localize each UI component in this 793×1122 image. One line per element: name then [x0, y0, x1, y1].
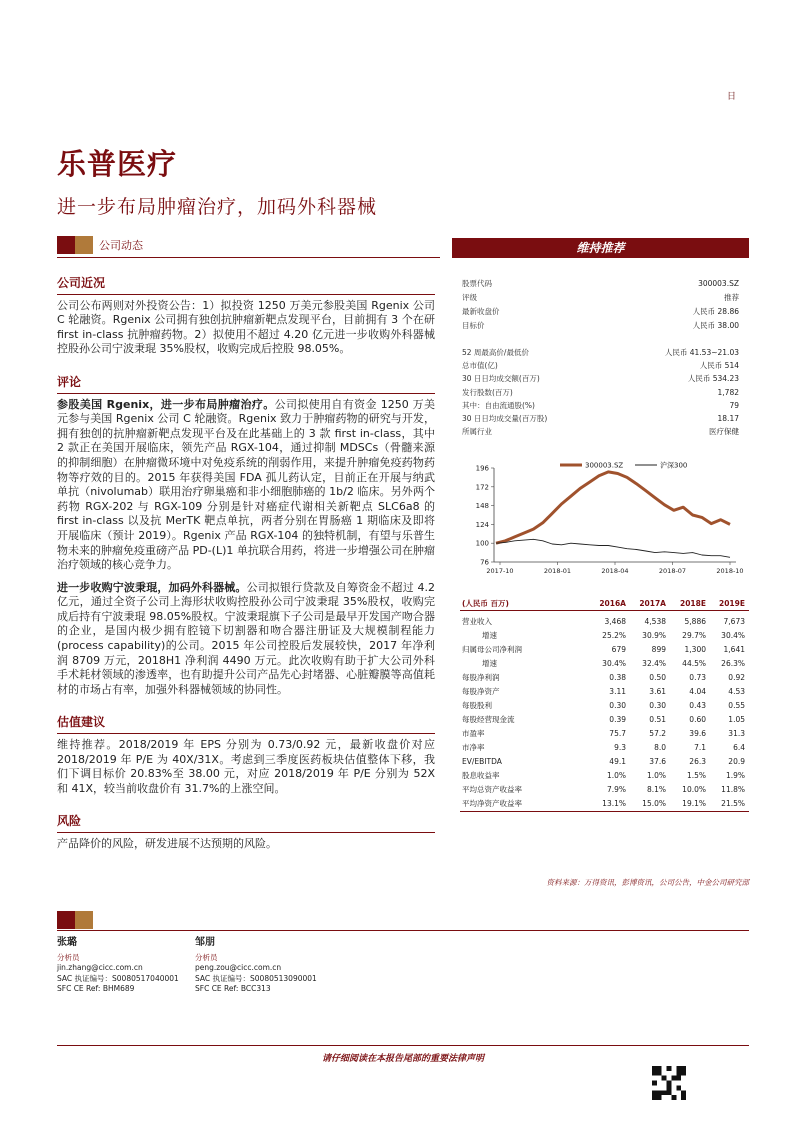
table-row [460, 699, 749, 713]
overview-text: 公司公布两则对外投资公告：1）拟投资 1250 万美元参股美国 Rgenix 公司 C 轮融资。Rgenix 公司拥有独创抗肿瘤新靶点发现平台，目前拥有 3 个在研 first in-class 抗肿瘤药物。2）拟使用不超过 4.20 亿元进一步收购外科器械控股孙公司宁波秉琨 35%股权，收购完成后控股 98.05%。 [57, 298, 435, 356]
cell-value: 30.4% [602, 659, 626, 668]
cell-value: 26.3 [689, 757, 706, 766]
cell-value: 3.61 [649, 687, 666, 696]
comment-lead-1: 参股美国 Rgenix，进一步布局肿瘤治疗。 [57, 397, 275, 411]
x-tick-label: 2018-07 [658, 567, 687, 575]
cell-value: 21.5% [721, 799, 745, 808]
cell-value: 20.9 [728, 757, 745, 766]
comment-title: 评论 [57, 374, 82, 389]
comment-paragraph-1 [57, 398, 435, 573]
table-row [460, 643, 749, 657]
table-row [460, 797, 749, 811]
risk-text: 产品降价的风险，研发进展不达预期的风险。 [57, 837, 277, 850]
rating-banner: 维持推荐 [452, 238, 749, 258]
analyst-sfc: SFC CE Ref: BHM689 [57, 984, 135, 993]
disclaimer: 请仔细阅读在本报告尾部的重要法律声明 [321, 1054, 484, 1064]
cell-value: 6.4 [733, 743, 745, 752]
y-tick-label: 124 [475, 520, 489, 529]
cell-value: 4.53 [728, 687, 745, 696]
table-row [460, 713, 749, 727]
info-row: 股票代码 300003.SZ [462, 279, 739, 288]
legend-label: 300003.SZ [585, 461, 624, 470]
cell-value: 29.7% [682, 631, 706, 640]
cell-value: 0.55 [728, 701, 745, 710]
info-row: 总市值(亿) 人民币 514 [462, 361, 739, 370]
divider [57, 1045, 749, 1046]
cell-value: 39.6 [689, 729, 706, 738]
y-tick-label: 148 [475, 502, 489, 511]
cell-value: 1,300 [684, 645, 706, 654]
y-tick-label: 100 [475, 539, 489, 548]
cell-value: 1.05 [728, 715, 745, 724]
series-line-0 [496, 472, 730, 543]
divider [57, 832, 435, 833]
valuation-text: 维持推荐。2018/2019 年 EPS 分别为 0.73/0.92 元，最新收盘价对应 2018/2019 年 P/E 为 40X/31X。考虑到三季度医药板块估值整体下移，我们下调目标价 20.83%至 38.00 元，对应 2018/2019 年 P/E 分别为 52X 和 41X，较当前收盘价有 31.7%的上涨空间。 [57, 738, 435, 795]
cell-value: 75.7 [609, 729, 626, 738]
cell-value: 9.3 [614, 743, 626, 752]
row-label: EV/EBITDA [462, 757, 502, 766]
row-label: 每股净资产 [462, 687, 500, 696]
divider [57, 930, 749, 931]
cell-value: 26.3% [721, 659, 745, 668]
table-row [460, 769, 749, 783]
cell-value: 30.9% [642, 631, 666, 640]
cell-value: 31.3 [728, 729, 745, 738]
report-subtitle: 进一步布局肿瘤治疗，加码外科器械 [57, 196, 378, 218]
cell-value: 0.38 [609, 673, 626, 682]
analyst-name: 邹朋 [195, 937, 215, 948]
analyst-name: 张璐 [57, 937, 77, 948]
cell-value: 7,673 [723, 617, 745, 626]
y-tick-label: 76 [480, 558, 489, 567]
cell-value: 19.1% [682, 799, 706, 808]
analyst-email[interactable]: peng.zou@cicc.com.cn [195, 963, 282, 972]
table-row [460, 727, 749, 741]
divider [57, 294, 435, 295]
cell-value: 7.1 [694, 743, 706, 752]
divider [57, 733, 435, 734]
cell-value: 57.2 [649, 729, 666, 738]
price-chart [460, 458, 749, 578]
cell-value: 0.92 [728, 673, 745, 682]
valuation-title: 估值建议 [57, 715, 106, 730]
cell-value: 679 [611, 645, 626, 654]
cell-value: 8.1% [646, 785, 666, 794]
info-row: 最新收盘价 人民币 28.86 [462, 307, 739, 316]
table-row [460, 741, 749, 755]
cell-value: 0.30 [649, 701, 666, 710]
header-label: (人民币 百万) [462, 599, 509, 608]
analyst-email[interactable]: jin.zhang@cicc.com.cn [57, 963, 143, 972]
analyst-sac: SAC 执证编号：S0080513090001 [195, 973, 317, 983]
comment-lead-2: 进一步收购宁波秉琨，加码外科器械。 [57, 580, 247, 594]
row-label: 平均净资产收益率 [462, 799, 522, 808]
table-row [460, 685, 749, 699]
cell-value: 15.0% [642, 799, 666, 808]
comment-paragraph-2 [57, 581, 435, 698]
x-tick-label: 2018-01 [543, 567, 572, 575]
analyst-marker [57, 911, 93, 929]
info-row: 其中：自由流通股(%) 79 [462, 401, 739, 410]
cell-value: 1.0% [646, 771, 666, 780]
cell-value: 0.73 [689, 673, 706, 682]
main-column [57, 276, 435, 860]
cell-value: 4,538 [644, 617, 666, 626]
financial-summary-table [460, 597, 749, 812]
cell-value: 3,468 [604, 617, 626, 626]
row-label: 每股股利 [462, 701, 492, 710]
cell-value: 0.30 [609, 701, 626, 710]
row-label: 增速 [482, 631, 497, 640]
table-row [460, 671, 749, 685]
analyst-card [195, 938, 317, 995]
row-label: 平均总资产收益率 [462, 785, 522, 794]
overview-title: 公司近况 [57, 276, 106, 290]
cell-value: 1,641 [723, 645, 745, 654]
cell-value: 0.51 [649, 715, 666, 724]
comment-text-1: 公司拟使用自有资金 1250 万美元参与美国 Rgenix 公司 C 轮融资。Rgenix 致力于肿瘤药物的研究与开发，拥有独创的抗肿瘤新靶点发现平台及在此基础上的 3 款 first in-class，其中 2 款正在美国开展临床，领先产品 RGX-104，通过抑制 MDSCs（骨髓来源的抑制细胞）在肿瘤微环境中对免疫系统的削弱作用，来提升肿瘤免疫药物药物等疗效的目的。2015 年获得美国 FDA 孤儿药认定，目前正在开展与纳武单抗（nivolumab）联用治疗卵巢癌和非小细胞肺癌的 1b/2 临床。另外两个药物 RGX-202 与 RGX-109 分别是针对癌症代谢相关新靶点 SLC6a8 的 first in-class 以及抗 MerTK 靶点单抗，两者分别在胃肠癌 1 期临床及即将开展临床（预计 2019）。Rgenix 产品 RGX-104 的独特机制，有望与乐普生物未来的肿瘤免疫重磅产品 PD-(L)1 单抗联合用药，将进一步增强公司在肿瘤治疗领域的核心竞争力。 [57, 397, 435, 572]
cell-value: 8.0 [654, 743, 666, 752]
source-note: 资料来源：万得资讯，彭博资讯，公司公告，中金公司研究部 [546, 878, 749, 887]
tag-square-gold [75, 236, 93, 254]
header-mark: 日 [727, 92, 737, 102]
cell-value: 1.9% [725, 771, 745, 780]
info-row: 发行股数(百万) 1,782 [462, 388, 739, 397]
header-year: 2019E [719, 599, 745, 608]
cell-value: 11.8% [721, 785, 745, 794]
x-tick-label: 2018-04 [601, 567, 629, 575]
table-row [460, 783, 749, 797]
x-tick-label: 2018-10 [716, 567, 744, 575]
cell-value: 13.1% [602, 799, 626, 808]
series-line-1 [496, 539, 730, 557]
divider [57, 257, 440, 258]
header-year: 2017A [639, 599, 666, 608]
analyst-role: 分析员 [57, 952, 80, 962]
table-header [460, 597, 749, 611]
table-row [460, 755, 749, 769]
cell-value: 7.9% [606, 785, 626, 794]
info-row: 52 周最高价/最低价 人民币 41.53~21.03 [462, 348, 739, 357]
cell-value: 32.4% [642, 659, 666, 668]
report-type-label: 公司动态 [99, 239, 143, 252]
cell-value: 44.5% [682, 659, 706, 668]
header-year: 2018E [680, 599, 706, 608]
table-row [460, 615, 749, 629]
y-tick-label: 196 [475, 464, 489, 473]
divider [460, 811, 749, 812]
row-label: 每股净利润 [462, 673, 500, 682]
info-row: 评级 推荐 [462, 293, 739, 302]
cell-value: 3.11 [609, 687, 626, 696]
cell-value: 0.43 [689, 701, 706, 710]
table-row [460, 657, 749, 671]
info-row: 30 日日均成交额(百万) 人民币 534.23 [462, 374, 739, 383]
info-row: 30 日日均成交量(百万股) 18.17 [462, 414, 739, 423]
cell-value: 0.39 [609, 715, 626, 724]
cell-value: 0.50 [649, 673, 666, 682]
cell-value: 5,886 [684, 617, 706, 626]
row-label: 股息收益率 [462, 771, 500, 780]
info-row: 所属行业 医疗保健 [462, 427, 739, 436]
legend-label: 沪深300 [660, 461, 688, 470]
tag-square-dark [57, 236, 75, 254]
table-row [460, 629, 749, 643]
cell-value: 25.2% [602, 631, 626, 640]
cell-value: 899 [651, 645, 666, 654]
risk-title: 风险 [57, 814, 82, 829]
cell-value: 1.5% [686, 771, 706, 780]
cell-value: 1.0% [606, 771, 626, 780]
row-label: 每股经营现金流 [462, 715, 515, 724]
cell-value: 4.04 [689, 687, 706, 696]
analyst-sac: SAC 执证编号：S0080517040001 [57, 973, 179, 983]
cell-value: 10.0% [682, 785, 706, 794]
row-label: 增速 [482, 659, 497, 668]
y-tick-label: 172 [475, 483, 489, 492]
marker-square-dark [57, 911, 75, 929]
info-row: 目标价 人民币 38.00 [462, 321, 739, 330]
row-label: 归属母公司净利润 [462, 645, 522, 654]
row-label: 营业收入 [462, 617, 492, 626]
row-label: 市盈率 [462, 729, 485, 738]
analyst-card [57, 938, 179, 995]
report-type-tag [57, 236, 143, 254]
marker-square-gold [75, 911, 93, 929]
company-name: 乐普医疗 [57, 147, 178, 181]
header-year: 2016A [599, 599, 626, 608]
row-label: 市净率 [462, 743, 485, 752]
qr-code-icon [652, 1066, 686, 1100]
cell-value: 37.6 [649, 757, 666, 766]
analyst-sfc: SFC CE Ref: BCC313 [195, 984, 271, 993]
cell-value: 0.60 [689, 715, 706, 724]
divider [57, 393, 435, 394]
analyst-role: 分析员 [195, 952, 218, 962]
x-tick-label: 2017-10 [486, 567, 514, 575]
cell-value: 49.1 [609, 757, 626, 766]
cell-value: 30.4% [721, 631, 745, 640]
comment-text-2: 公司拟银行贷款及自筹资金不超过 4.2 亿元，通过全资子公司上海形状收购控股孙公司宁波秉琨 35%股权，收购完成后持有宁波秉琨 98.05%股权。宁波秉琨旗下子公司是最早开发国产吻合器的企业，是国内极少拥有腔镜下切割器和吻合器注册证及大规模制程能力(process capability)的公司。2015 年公司控股后发展较快，2017 年净利润 8709 万元，2018H1 净利润 4490 万元。此次收购有助于扩大公司外科手术耗材领域的渗透率，也有助提升公司产品先心封堵器、心脏瓣膜等高值耗材的市场占有率，加强外科器械领域的协同性。 [57, 580, 435, 696]
